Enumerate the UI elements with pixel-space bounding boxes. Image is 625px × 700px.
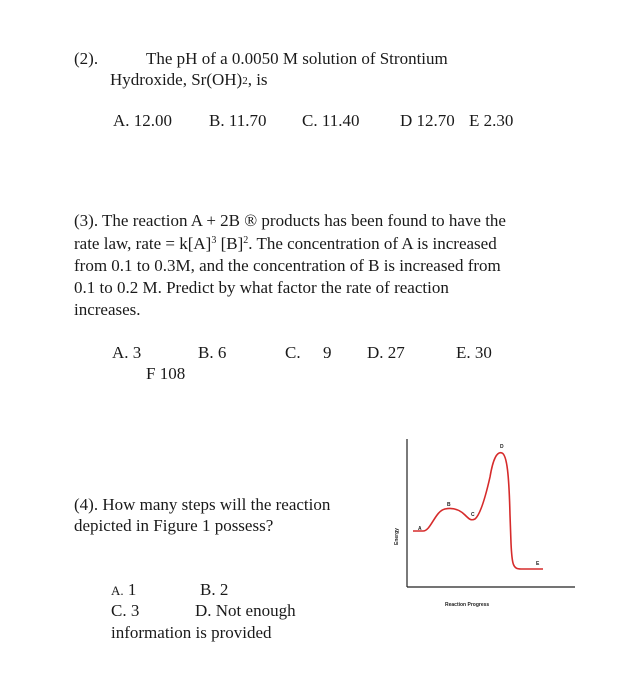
q2-option-c: C. 11.40 xyxy=(302,111,360,130)
y-axis-label: Energy xyxy=(394,528,400,545)
q3-text-line3: from 0.1 to 0.3M, and the concentration of B is increased from xyxy=(74,256,501,275)
q3-option-a: A. 3 xyxy=(112,343,142,362)
q3-text-line4: 0.1 to 0.2 M. Predict by what factor the rate of reaction xyxy=(74,278,449,297)
reaction-energy-diagram xyxy=(385,435,585,625)
q4-option-c: C. 3 xyxy=(111,601,140,620)
q3-text-line1: (3). The reaction A + 2B ® products has been found to have the xyxy=(74,211,506,230)
q4-option-d-continued: information is provided xyxy=(111,623,272,642)
q2-option-b: B. 11.70 xyxy=(209,111,267,130)
q3-option-b: B. 6 xyxy=(198,343,227,362)
point-label-c: C xyxy=(471,512,475,518)
q3-option-c-value: 9 xyxy=(323,343,332,362)
q2-number: (2). xyxy=(74,49,99,68)
q2-text-line1: The pH of a 0.0050 M solution of Strontium xyxy=(146,49,448,68)
q4-text-line2: depicted in Figure 1 possess? xyxy=(74,516,274,535)
q2-option-e: E 2.30 xyxy=(469,111,514,130)
q3-option-c-label: C. xyxy=(285,343,301,362)
q3-text-line5: increases. xyxy=(74,300,141,319)
point-label-d: D xyxy=(500,444,504,450)
q4-option-d: D. Not enough xyxy=(195,601,296,620)
energy-curve xyxy=(413,453,543,569)
q3-text-line2: rate law, rate = $k[A]^3$ $[B]^2$. The concentration of A is increased xyxy=(74,234,497,253)
point-label-a: A xyxy=(418,526,422,532)
q4-option-a: A. 1 xyxy=(111,580,137,599)
q2-text-line2: Hydroxide, $Sr(OH)_2$, is xyxy=(110,70,268,89)
q4-option-b: B. 2 xyxy=(200,580,229,599)
point-label-e: E xyxy=(536,561,540,567)
x-axis-label: Reaction Progress xyxy=(445,602,490,608)
q3-option-f: F 108 xyxy=(146,364,186,383)
q2-option-a: A. 12.00 xyxy=(113,111,173,130)
q3-option-e: E. 30 xyxy=(456,343,492,362)
q3-option-d: D. 27 xyxy=(367,343,405,362)
point-label-b: B xyxy=(447,502,451,508)
q2-option-d: D 12.70 xyxy=(400,111,455,130)
q4-text-line1: (4). How many steps will the reaction xyxy=(74,495,331,514)
